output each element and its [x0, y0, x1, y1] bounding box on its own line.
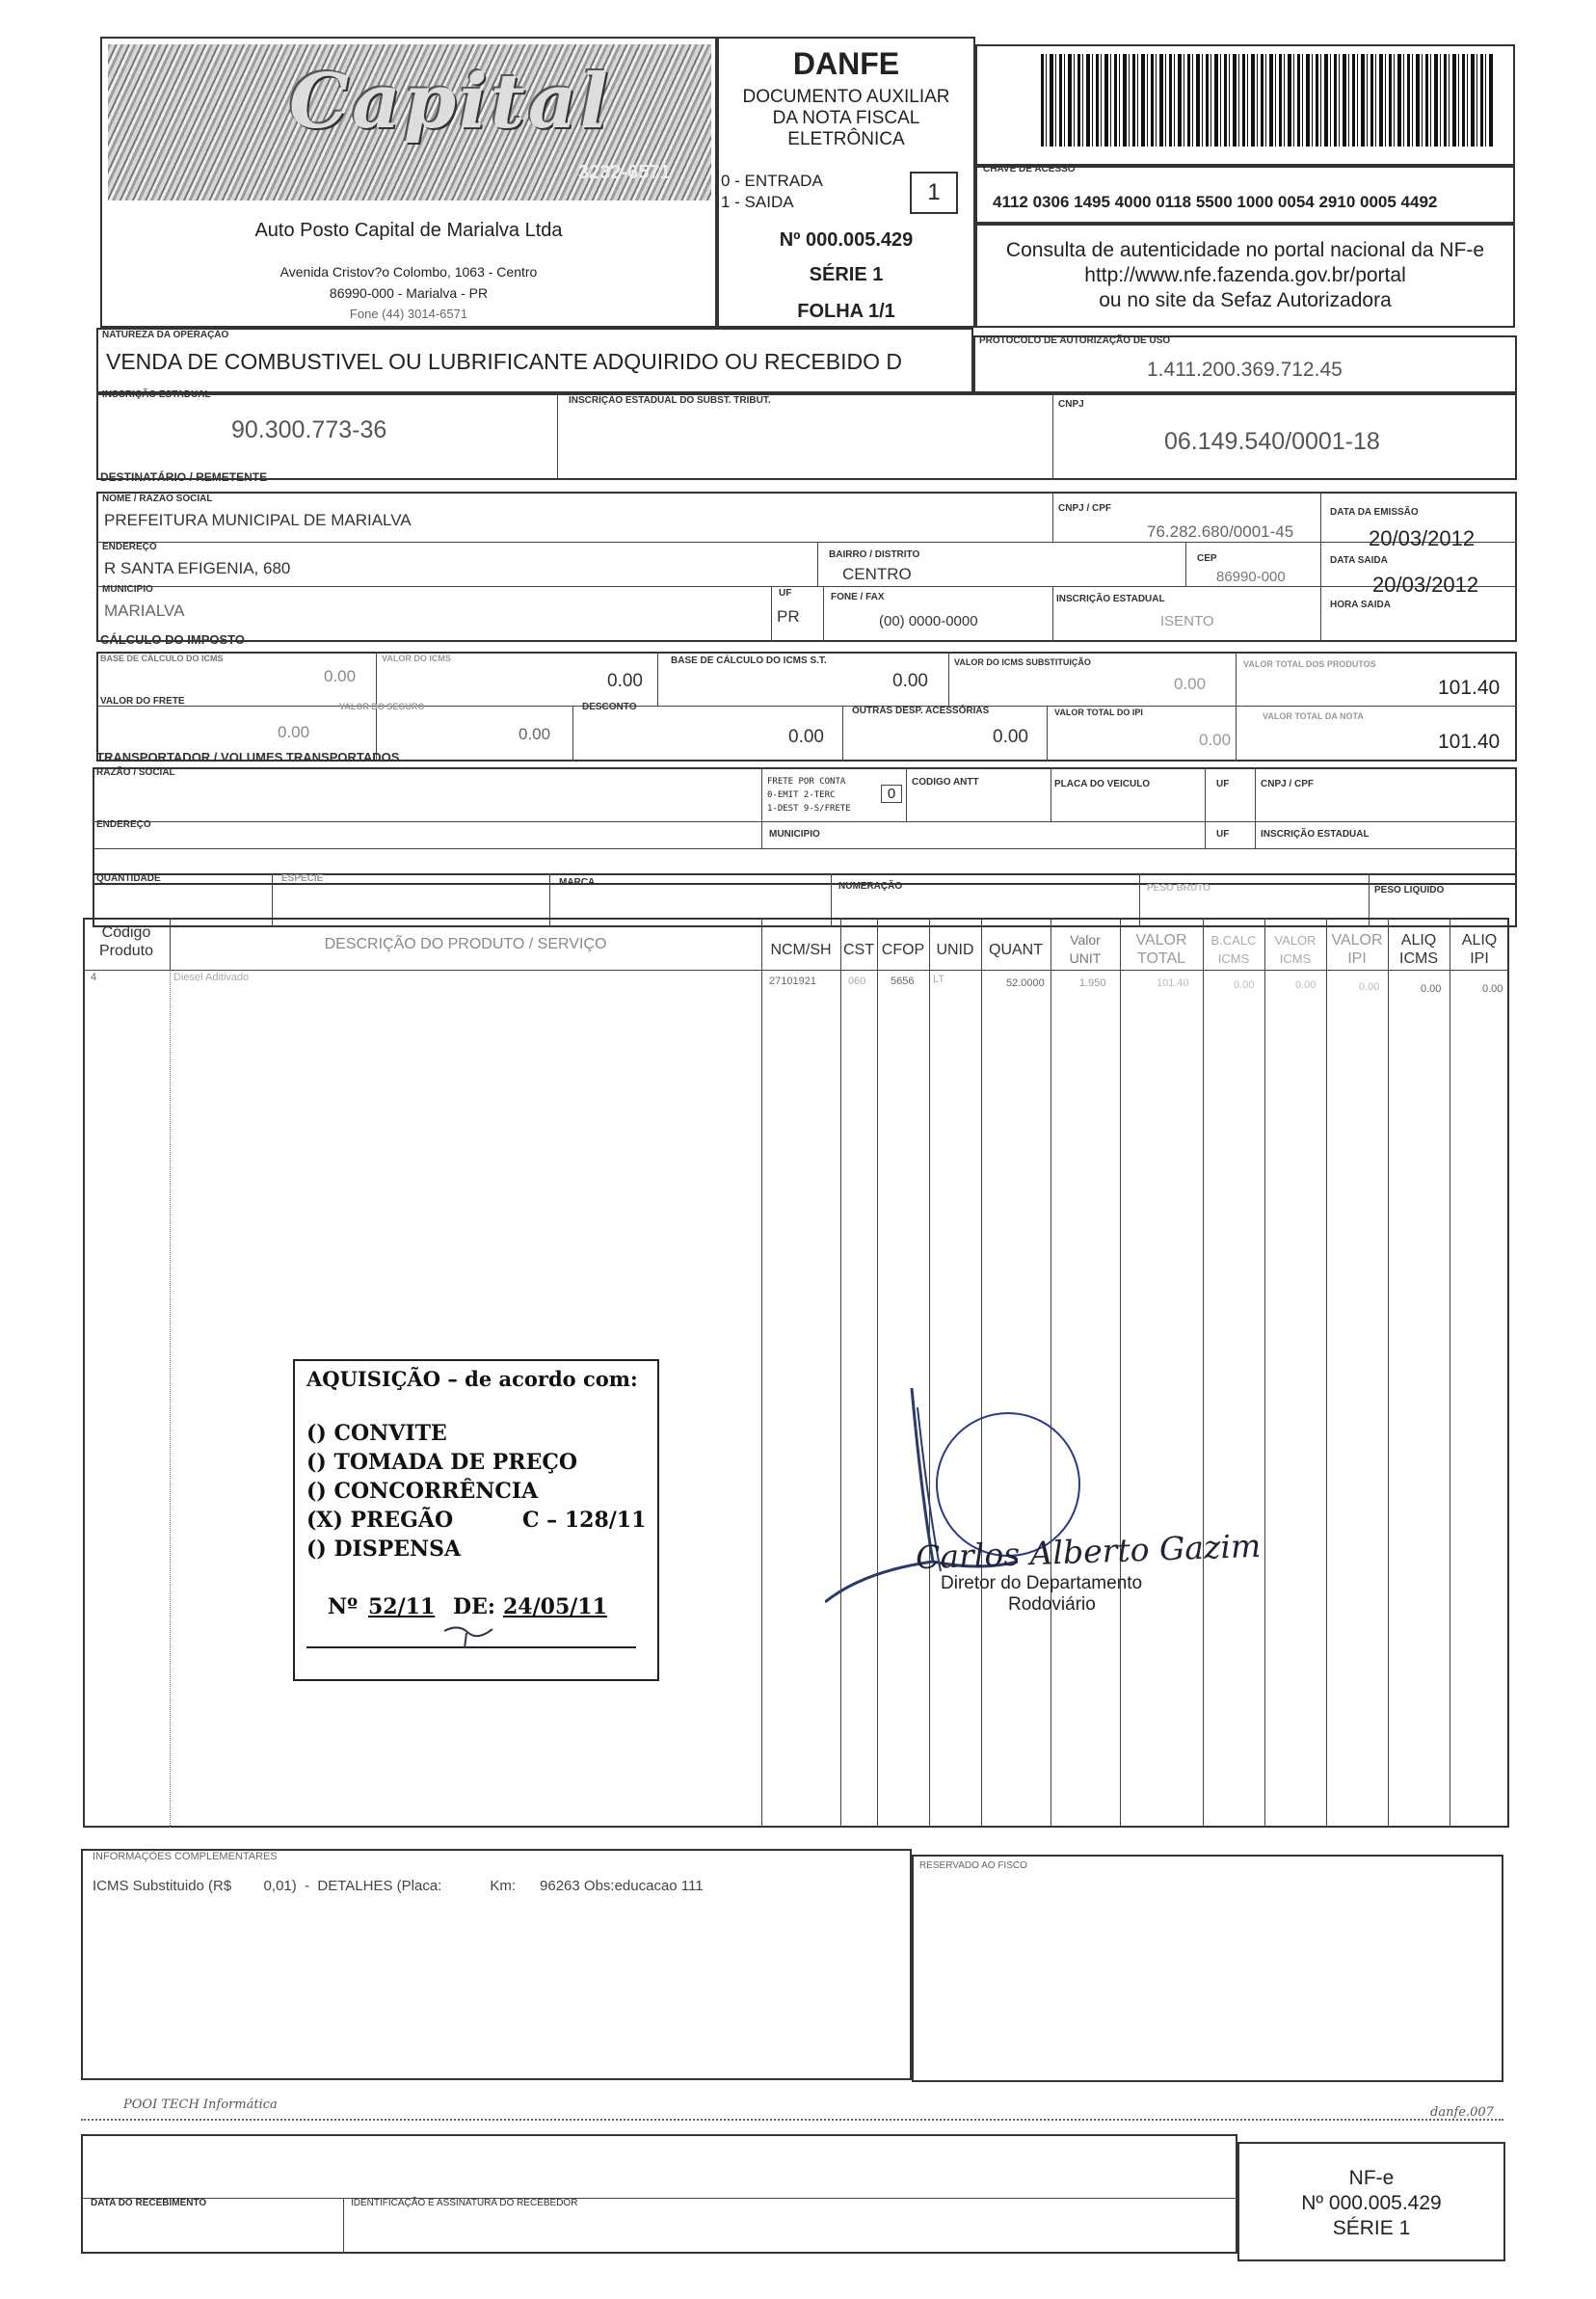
destinatario-section-label: DESTINATÁRIO / REMETENTE — [100, 470, 268, 484]
protocolo-label: PROTOCOLO DE AUTORIZAÇÃO DE USO — [979, 335, 1171, 346]
ie-label: INSCRIÇÃO ESTADUAL — [102, 389, 211, 400]
valor-icms: 0.00 — [607, 671, 643, 691]
transp-razao-label: RAZÃO / SOCIAL — [96, 767, 175, 778]
dest-ie: ISENTO — [1160, 613, 1214, 629]
row-cst: 060 — [848, 976, 866, 987]
th-unit: Valor UNIT — [1069, 932, 1102, 966]
stamp-convite: () CONVITE — [306, 1421, 447, 1446]
row-total: 101.40 — [1157, 977, 1189, 989]
th-ncm: NCM/SH — [770, 942, 832, 958]
total-produtos-label: VALOR TOTAL DOS PRODUTOS — [1243, 659, 1376, 669]
danfe-subtitle-2: DA NOTA FISCAL — [772, 108, 920, 128]
dest-municipio: MARIALVA — [104, 601, 185, 620]
dest-uf: PR — [777, 607, 800, 626]
th-aliq-icms: ALIQ ICMS — [1399, 932, 1438, 967]
dest-nome: PREFEITURA MUNICIPAL DE MARIALVA — [104, 511, 412, 529]
valor-st: 0.00 — [1174, 675, 1207, 693]
stamp-dispensa: () DISPENSA — [306, 1537, 462, 1562]
frete-label: VALOR DO FRETE — [100, 696, 185, 707]
th-total: VALOR TOTAL — [1135, 932, 1187, 967]
row-unid: LT — [933, 974, 945, 985]
consulta-1: Consulta de autenticidade no portal nacional da NF-e — [1005, 239, 1485, 261]
dest-cep-label: CEP — [1197, 553, 1217, 564]
cut-line — [81, 2119, 1503, 2121]
dest-cnpj-label: CNPJ / CPF — [1058, 503, 1112, 514]
vol-marca-label: MARCA — [559, 877, 596, 888]
dest-nome-label: NOME / RAZÃO SOCIAL — [102, 494, 213, 504]
dest-data-emissao: 20/03/2012 — [1369, 526, 1476, 550]
th-codigo: Código Produto — [98, 924, 154, 959]
barcode — [1041, 54, 1494, 147]
transp-cnpj-label: CNPJ / CPF — [1261, 779, 1315, 789]
transp-municipio-label: MUNICIPIO — [769, 829, 820, 840]
dest-cep: 86990-000 — [1216, 569, 1286, 585]
th-aliq-ipi: ALIQ IPI — [1461, 932, 1498, 967]
consulta-3: ou no site da Sefaz Autorizadora — [1099, 289, 1392, 311]
info-label: INFORMAÇÕES COMPLEMENTARES — [93, 1851, 278, 1862]
ipi-label: VALOR TOTAL DO IPI — [1054, 708, 1143, 717]
row-descricao: Diesel Aditivado — [173, 972, 250, 983]
outras: 0.00 — [993, 727, 1028, 747]
row-ncm: 27101921 — [769, 976, 816, 987]
cnpj-emit-label: CNPJ — [1058, 399, 1084, 410]
transp-uf-label: UF — [1216, 779, 1230, 789]
software-credit: POOI TECH Informática — [123, 2098, 278, 2112]
stamp-pregao-ref: C – 128/11 — [522, 1508, 647, 1533]
th-cfop: CFOP — [881, 942, 925, 958]
emitter-address: Avenida Cristov?o Colombo, 1063 - Centro — [279, 264, 538, 280]
row-quant: 52.0000 — [1006, 977, 1045, 989]
dest-endereco-label: ENDEREÇO — [102, 542, 157, 552]
row-v-icms: 0.00 — [1295, 979, 1317, 991]
base-icms: 0.00 — [324, 667, 357, 685]
produtos-header-line — [83, 970, 1509, 971]
vol-peso-liquido-label: PESO LIQUIDO — [1374, 885, 1445, 896]
dest-fone: (00) 0000-0000 — [879, 613, 978, 629]
tipo-entrada: 0 - ENTRADA — [721, 172, 823, 190]
dest-fone-label: FONE / FAX — [831, 592, 885, 602]
chave-label: CHAVE DE ACESSO — [983, 164, 1076, 174]
dest-uf-label: UF — [779, 588, 792, 599]
total-nota-label: VALOR TOTAL DA NOTA — [1263, 711, 1364, 721]
dest-ie-label: INSCRIÇÃO ESTADUAL — [1056, 594, 1165, 604]
transp-uf2-label: UF — [1216, 829, 1230, 840]
logo-text: Capital — [289, 58, 611, 146]
total-produtos: 101.40 — [1438, 677, 1501, 699]
dest-bairro-label: BAIRRO / DISTRITO — [829, 549, 920, 560]
transp-placa-label: PLACA DO VEICULO — [1054, 779, 1151, 789]
base-st-label: BASE DE CÁLCULO DO ICMS S.T. — [671, 655, 827, 666]
tipo-saida: 1 - SAIDA — [721, 193, 794, 211]
stamp-title: AQUISIÇÃO – de acordo com: — [306, 1367, 638, 1391]
chave-value: 4112 0306 1495 4000 0118 5500 1000 0054 2910 0005 4492 — [993, 193, 1438, 211]
desconto-label: DESCONTO — [582, 702, 637, 712]
ie-st-label: INSCRIÇÃO ESTADUAL DO SUBST. TRIBUT. — [569, 395, 771, 406]
danfe-title: DANFE — [792, 46, 900, 81]
danfe-subtitle-3: ELETRÔNICA — [787, 129, 905, 149]
th-cst: CST — [843, 942, 874, 958]
stamp-de-label: DE: — [453, 1594, 495, 1619]
fisco-label: RESERVADO AO FISCO — [919, 1860, 1027, 1871]
transp-ie-label: INSCRIÇÃO ESTADUAL — [1261, 829, 1370, 840]
row-v-ipi: 0.00 — [1359, 981, 1380, 993]
th-unid: UNID — [936, 942, 974, 958]
stamp-de-value: 24/05/11 — [503, 1594, 607, 1619]
signature-name: Carlos Alberto Gazim — [915, 1526, 1262, 1577]
fisco-box — [912, 1855, 1503, 2082]
base-st: 0.00 — [892, 671, 928, 691]
natureza-label: NATUREZA DA OPERAÇÃO — [102, 330, 229, 340]
emitter-name: Auto Posto Capital de Marialva Ltda — [254, 220, 563, 241]
dest-municipio-label: MUNICIPIO — [102, 584, 153, 595]
th-quant: QUANT — [989, 942, 1043, 958]
valor-st-label: VALOR DO ICMS SUBSTITUIÇÃO — [954, 657, 1091, 667]
base-icms-label: BASE DE CÁLCULO DO ICMS — [100, 654, 224, 663]
transp-frete-valor: 0 — [881, 785, 902, 803]
stamp-tomada: () TOMADA DE PREÇO — [306, 1450, 578, 1475]
dest-data-saida-label: DATA SAIDA — [1330, 555, 1388, 566]
vol-especie-label: ESPECIE — [281, 873, 324, 884]
th-descricao: DESCRIÇÃO DO PRODUTO / SERVIÇO — [324, 936, 607, 952]
ipi: 0.00 — [1199, 731, 1232, 749]
consulta-2: http://www.nfe.fazenda.gov.br/portal — [1084, 264, 1406, 286]
seguro-label: VALOR DO SEGURO — [339, 702, 425, 711]
stamp-n-label: Nº — [328, 1594, 359, 1619]
signature-role-2: Rodoviário — [1008, 1594, 1096, 1615]
stamp-concorrencia: () CONCORRÊNCIA — [306, 1479, 539, 1504]
data-recebimento-label: DATA DO RECEBIMENTO — [91, 2198, 207, 2208]
dest-data-saida: 20/03/2012 — [1372, 573, 1479, 597]
seguro: 0.00 — [519, 725, 551, 743]
imposto-section-label: CÁLCULO DO IMPOSTO — [100, 632, 245, 647]
canhoto-numero: Nº 000.005.429 — [1301, 2192, 1442, 2214]
total-nota: 101.40 — [1438, 731, 1501, 753]
stamp-n-value: 52/11 — [368, 1594, 436, 1619]
danfe-subtitle-1: DOCUMENTO AUXILIAR — [742, 87, 950, 107]
row-aliq-ipi: 0.00 — [1482, 983, 1503, 995]
row-bc-icms: 0.00 — [1234, 979, 1255, 991]
vol-numeracao-label: NUMERAÇÃO — [838, 881, 903, 892]
transp-frete-label-3: 1-DEST 9-S/FRETE — [767, 804, 851, 814]
canhoto-serie: SÉRIE 1 — [1332, 2217, 1411, 2239]
th-bc-icms: B.CALC ICMS — [1210, 933, 1257, 966]
stamp-initials — [439, 1621, 497, 1650]
stamp-pregao: (X) PREGÃO — [306, 1508, 454, 1533]
vol-peso-bruto-label: PESO BRUTO — [1147, 883, 1210, 894]
emitter-phone: Fone (44) 3014-6571 — [349, 307, 468, 321]
row-aliq-icms: 0.00 — [1421, 983, 1442, 995]
dest-endereco: R SANTA EFIGENIA, 680 — [104, 559, 291, 577]
vol-quantidade-label: QUANTIDADE — [96, 873, 161, 884]
th-v-ipi: VALOR IPI — [1331, 932, 1383, 967]
nota-serie: SÉRIE 1 — [809, 264, 884, 285]
row-cfop: 5656 — [891, 976, 915, 987]
info-text: ICMS Substituido (R$ 0,01) - DETALHES (Placa: Km: 96263 Obs:educacao 111 — [93, 1878, 704, 1894]
valor-icms-label: VALOR DO ICMS — [382, 654, 451, 663]
dest-hora-label: HORA SAIDA — [1330, 600, 1391, 610]
canhoto-box — [81, 2134, 1237, 2254]
transp-frete-label-2: 0-EMIT 2-TERC — [767, 790, 836, 800]
dest-bairro: CENTRO — [842, 565, 912, 583]
th-v-icms: VALOR ICMS — [1274, 933, 1317, 966]
row-codigo: 4 — [91, 972, 97, 983]
transporte-section-label: TRANSPORTADOR / VOLUMES TRANSPORTADOS — [96, 750, 400, 764]
frete: 0.00 — [278, 723, 310, 741]
cnpj-emit-value: 06.149.540/0001-18 — [1164, 428, 1380, 455]
canhoto-nfe: NF-e — [1348, 2167, 1395, 2189]
protocolo-value: 1.411.200.369.712.45 — [1147, 359, 1343, 381]
transp-antt-label: CODIGO ANTT — [912, 777, 979, 788]
form-code: danfe.007 — [1430, 2105, 1494, 2120]
dest-data-emissao-label: DATA DA EMISSÃO — [1330, 507, 1419, 518]
transp-frete-label-1: FRETE POR CONTA — [767, 777, 846, 787]
outras-label: OUTRAS DESP. ACESSÓRIAS — [852, 706, 990, 716]
ie-value: 90.300.773-36 — [231, 416, 387, 443]
emitter-city: 86990-000 - Marialva - PR — [329, 285, 489, 301]
dest-cnpj: 76.282.680/0001-45 — [1147, 522, 1294, 541]
aquisicao-stamp — [293, 1359, 659, 1681]
identificacao-label: IDENTIFICAÇÃO E ASSINATURA DO RECEBEDOR — [351, 2198, 578, 2208]
nota-folha: FOLHA 1/1 — [797, 301, 895, 322]
transp-endereco-label: ENDEREÇO — [96, 819, 151, 830]
row-unit: 1.950 — [1079, 977, 1106, 989]
logo-phone: 3232-6571 — [578, 162, 671, 183]
tipo-value: 1 — [910, 172, 958, 214]
signature-role-1: Diretor do Departamento — [941, 1573, 1143, 1593]
natureza-value: VENDA DE COMBUSTIVEL OU LUBRIFICANTE ADQUIRIDO OU RECEBIDO D — [106, 349, 903, 374]
nota-numero: Nº 000.005.429 — [779, 229, 914, 251]
desconto: 0.00 — [788, 727, 824, 747]
